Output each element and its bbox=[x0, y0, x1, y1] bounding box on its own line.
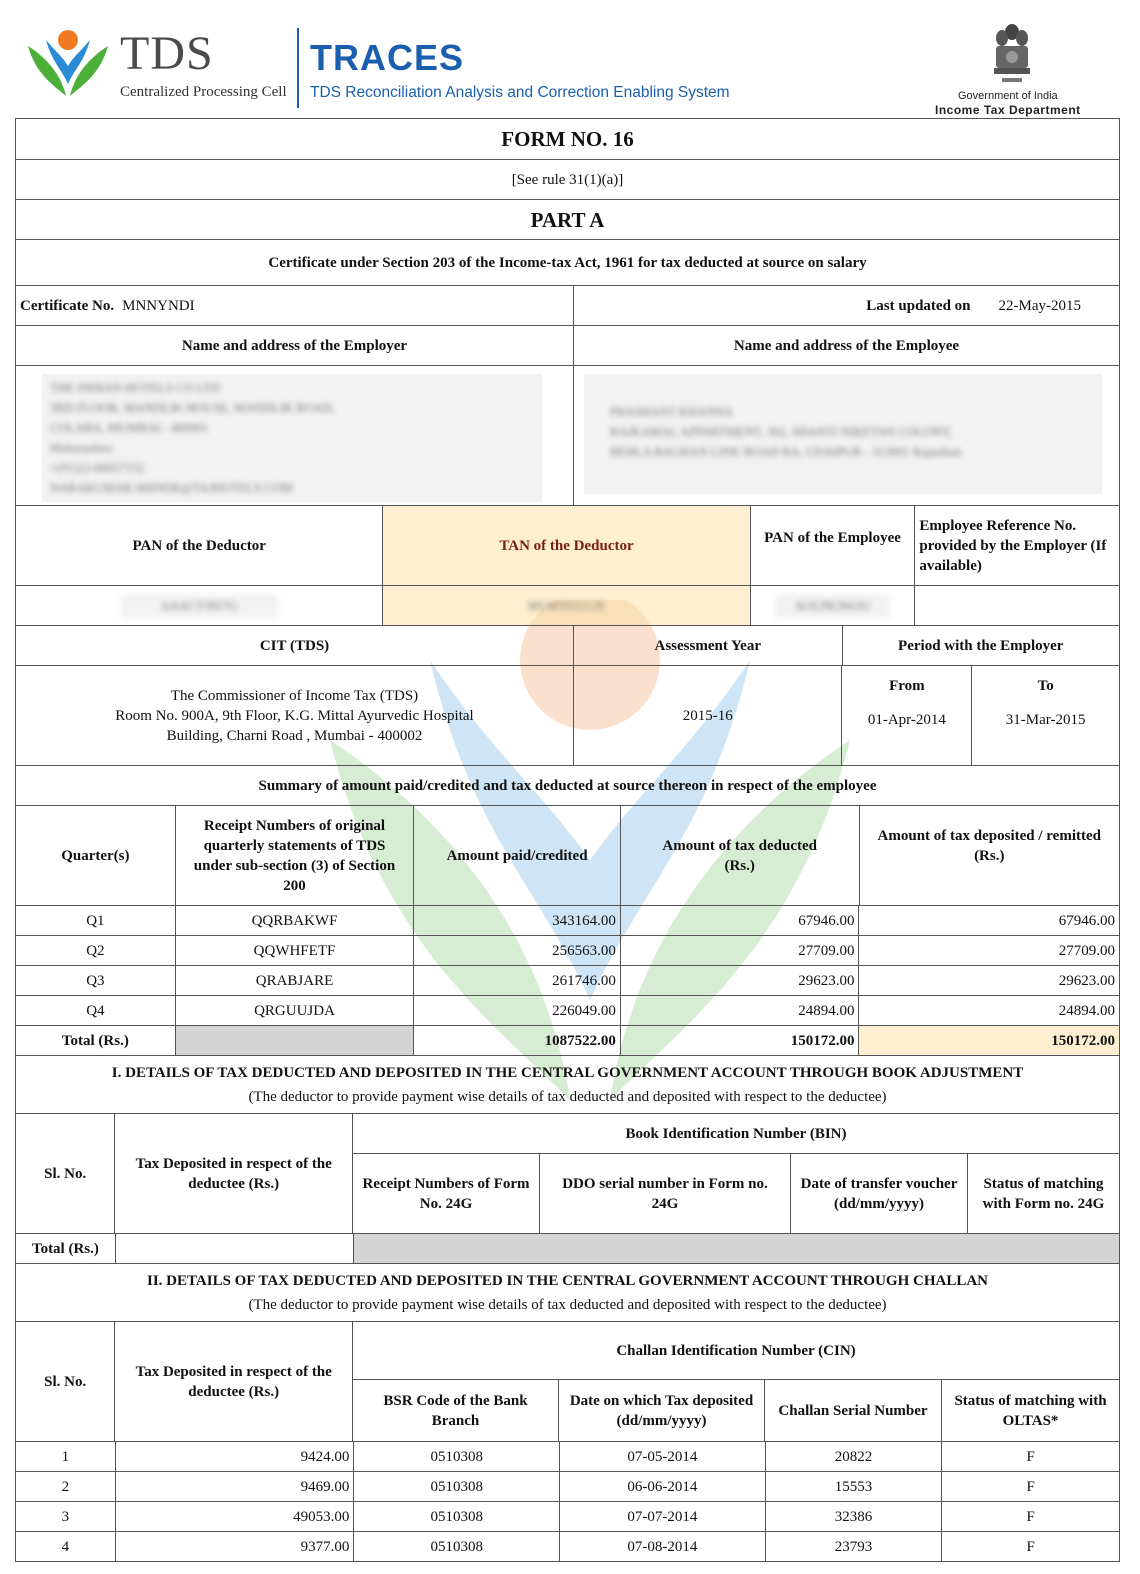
sl-cell: 2 bbox=[16, 1472, 116, 1501]
tan-deductor-label: TAN of the Deductor bbox=[383, 506, 750, 585]
last-updated-cell bbox=[574, 286, 1119, 325]
total-receipt-blank bbox=[176, 1026, 415, 1055]
amount-cell: 343164.00 bbox=[414, 906, 621, 935]
cit-heading-row bbox=[15, 626, 1120, 666]
page-header bbox=[0, 0, 1140, 118]
last-updated-date: 22-May-2015 bbox=[998, 297, 1081, 314]
date-cell: 06-06-2014 bbox=[560, 1472, 766, 1501]
deducted-cell: 29623.00 bbox=[621, 966, 860, 995]
total-deducted: 150172.00 bbox=[621, 1026, 860, 1055]
s1-total-label: Total (Rs.) bbox=[16, 1234, 116, 1263]
period-to bbox=[972, 666, 1119, 765]
pan-deductor-value: AAACT3957G bbox=[121, 594, 278, 618]
section1-heading-cell bbox=[16, 1056, 1119, 1113]
traces-subtitle: TDS Reconciliation Analysis and Correction Enabling System bbox=[310, 84, 730, 101]
date-cell: 07-05-2014 bbox=[560, 1442, 766, 1471]
table-row bbox=[15, 1502, 1120, 1532]
s1-col-receipt: Receipt Numbers of Form No. 24G bbox=[353, 1154, 540, 1233]
quarter-cell: Q1 bbox=[16, 906, 176, 935]
table-row bbox=[15, 996, 1120, 1026]
serial-cell: 15553 bbox=[766, 1472, 943, 1501]
pan-employee-value: AOLPK3663G bbox=[775, 594, 891, 618]
section1-heading: I. DETAILS OF TAX DEDUCTED AND DEPOSITED IN THE CENTRAL GOVERNMENT ACCOUNT THROUGH BOOK ADJUSTMENT bbox=[111, 1064, 1024, 1081]
receipt-cell: QRABJARE bbox=[176, 966, 415, 995]
s1-col-sl: Sl. No. bbox=[16, 1114, 115, 1233]
deposited-cell: 29623.00 bbox=[1058, 972, 1115, 989]
certificate-row bbox=[15, 286, 1120, 326]
col-amount: Amount paid/credited bbox=[414, 806, 621, 905]
section2-heading-row bbox=[15, 1264, 1120, 1322]
employer-address-line: 3RD FLOOR, MANDLIK HOUSE, MANDLIK ROAD, bbox=[50, 401, 335, 415]
traces-title: TRACES bbox=[310, 37, 465, 78]
part-title: PART A bbox=[530, 207, 605, 232]
to-date: 31-Mar-2015 bbox=[1005, 712, 1086, 728]
address-heading-row bbox=[15, 326, 1120, 366]
period-from bbox=[842, 666, 972, 765]
form-title-row bbox=[15, 118, 1120, 160]
tds-title: TDS bbox=[120, 27, 214, 80]
serial-cell: 20822 bbox=[766, 1442, 943, 1471]
employer-address-line: THE INDIAN HOTELS CO LTD bbox=[50, 381, 220, 395]
header-divider bbox=[297, 28, 299, 108]
bin-group bbox=[353, 1114, 1119, 1233]
s1-col-ddo: DDO serial number in Form no. 24G bbox=[540, 1154, 791, 1233]
deposited-cell: 67946.00 bbox=[1058, 912, 1115, 929]
table-row bbox=[15, 906, 1120, 936]
tan-deductor-value-cell bbox=[383, 586, 750, 625]
summary-total-row bbox=[15, 1026, 1120, 1056]
serial-cell: 32386 bbox=[766, 1502, 943, 1531]
part-row bbox=[15, 200, 1120, 240]
assessment-year: 2015-16 bbox=[574, 666, 843, 765]
gov-india-label: Government of India bbox=[958, 90, 1058, 102]
cin-group bbox=[353, 1322, 1119, 1441]
section1-total-row bbox=[15, 1234, 1120, 1264]
certificate-number: MNNYNDI bbox=[122, 297, 195, 314]
s2-col-serial: Challan Serial Number bbox=[765, 1380, 942, 1441]
sl-cell: 3 bbox=[16, 1502, 116, 1531]
section1-heading-row bbox=[15, 1056, 1120, 1114]
tds-subtitle: Centralized Processing Cell bbox=[120, 84, 287, 100]
employee-address-line: PRASHANT KHANNA bbox=[610, 405, 734, 419]
summary-header-row bbox=[15, 806, 1120, 906]
from-date: 01-Apr-2014 bbox=[867, 712, 946, 728]
deposited-cell: 24894.00 bbox=[1058, 1002, 1115, 1019]
sl-cell: 1 bbox=[16, 1442, 116, 1471]
table-row bbox=[15, 1532, 1120, 1562]
form-16 bbox=[15, 118, 1120, 1562]
employer-heading: Name and address of the Employer bbox=[16, 326, 574, 365]
rule-reference: [See rule 31(1)(a)] bbox=[511, 171, 624, 188]
s1-col-tax: Tax Deposited in respect of the deductee (Rs.) bbox=[115, 1114, 353, 1233]
from-label: From bbox=[889, 678, 925, 694]
amount-cell: 226049.00 bbox=[414, 996, 621, 1025]
national-emblem-icon bbox=[990, 20, 1034, 90]
pan-employee-value-cell bbox=[751, 586, 916, 625]
sl-cell: 4 bbox=[16, 1532, 116, 1561]
amount-cell: 261746.00 bbox=[414, 966, 621, 995]
tax-cell: 9469.00 bbox=[116, 1472, 355, 1501]
employer-address bbox=[16, 366, 574, 505]
col-tax-deposited: Amount of tax deposited / remitted (Rs.) bbox=[877, 828, 1101, 864]
date-cell: 07-08-2014 bbox=[560, 1532, 766, 1561]
tan-deductor-value: MUMT03212E bbox=[527, 598, 606, 613]
quarter-cell: Q2 bbox=[16, 936, 176, 965]
employee-address bbox=[574, 366, 1119, 505]
certificate-number-cell bbox=[16, 286, 574, 325]
section2-header-row bbox=[15, 1322, 1120, 1442]
employer-address-line: COLABA, MUMBAI - 400001 bbox=[50, 421, 209, 435]
deducted-cell: 27709.00 bbox=[621, 936, 860, 965]
cit-label: CIT (TDS) bbox=[16, 626, 574, 665]
receipt-cell: QRGUUJDA bbox=[176, 996, 415, 1025]
tax-cell: 9377.00 bbox=[116, 1532, 355, 1561]
s1-col-date: Date of transfer voucher (dd/mm/yyyy) bbox=[791, 1154, 968, 1233]
form-title: FORM NO. 16 bbox=[501, 127, 634, 151]
bsr-cell: 0510308 bbox=[354, 1532, 560, 1561]
income-tax-dept-label: Income Tax Department bbox=[935, 103, 1081, 117]
status-cell: F bbox=[1026, 1478, 1035, 1495]
section1-header-row bbox=[15, 1114, 1120, 1234]
s1-col-status: Status of matching with Form no. 24G bbox=[982, 1175, 1105, 1212]
section2-subheading: (The deductor to provide payment wise details of tax deducted and deposited with respect to the deductee) bbox=[248, 1296, 887, 1313]
summary-heading: Summary of amount paid/credited and tax deducted at source thereon in respect of the employee bbox=[258, 777, 877, 794]
deposited-cell: 27709.00 bbox=[1058, 942, 1115, 959]
assessment-year-label: Assessment Year bbox=[574, 626, 843, 665]
section1-subheading: (The deductor to provide payment wise details of tax deducted and deposited with respect to the deductee) bbox=[248, 1088, 887, 1105]
serial-cell: 23793 bbox=[766, 1532, 943, 1561]
table-row bbox=[15, 1472, 1120, 1502]
s1-total-value bbox=[116, 1234, 355, 1263]
date-cell: 07-07-2014 bbox=[560, 1502, 766, 1531]
cit-value-row bbox=[15, 666, 1120, 766]
col-receipt: Receipt Numbers of original quarterly statements of TDS under sub-section (3) of Section 200 bbox=[176, 806, 415, 905]
bsr-cell: 0510308 bbox=[354, 1502, 560, 1531]
tax-cell: 49053.00 bbox=[116, 1502, 355, 1531]
bin-heading: Book Identification Number (BIN) bbox=[353, 1114, 1119, 1154]
section2-heading-cell bbox=[16, 1264, 1119, 1321]
employer-address-line: Maharashtra bbox=[50, 441, 113, 455]
receipt-cell: QQRBAKWF bbox=[176, 906, 415, 935]
s2-col-status: Status of matching with OLTAS* bbox=[954, 1392, 1107, 1429]
deducted-cell: 67946.00 bbox=[621, 906, 860, 935]
employee-heading: Name and address of the Employee bbox=[733, 337, 960, 354]
s2-col-bsr: BSR Code of the Bank Branch bbox=[353, 1380, 559, 1441]
employee-address-line: RAJKAMAL APPARTMENT, 302, SHANTI NIKETAN COLONY, bbox=[610, 425, 953, 439]
pan-deductor-label: PAN of the Deductor bbox=[16, 506, 383, 585]
period-label: Period with the Employer bbox=[898, 637, 1064, 654]
quarter-cell: Q4 bbox=[16, 996, 176, 1025]
cit-line: Room No. 900A, 9th Floor, K.G. Mittal Ayurvedic Hospital bbox=[115, 707, 474, 724]
total-label: Total (Rs.) bbox=[16, 1026, 176, 1055]
amount-cell: 256563.00 bbox=[414, 936, 621, 965]
tax-cell: 9424.00 bbox=[116, 1442, 355, 1471]
s2-col-tax: Tax Deposited in respect of the deductee (Rs.) bbox=[115, 1322, 353, 1441]
bsr-cell: 0510308 bbox=[354, 1472, 560, 1501]
col-tax-deducted: Amount of tax deducted (Rs.) bbox=[621, 806, 860, 905]
s2-col-date: Date on which Tax deposited (dd/mm/yyyy) bbox=[559, 1380, 765, 1441]
last-updated-label: Last updated on bbox=[866, 297, 971, 314]
section2-heading: II. DETAILS OF TAX DEDUCTED AND DEPOSITED IN THE CENTRAL GOVERNMENT ACCOUNT THROUGH CHALLAN bbox=[147, 1272, 988, 1289]
emp-ref-label: Employee Reference No. provided by the Employer (If available) bbox=[919, 517, 1107, 574]
pan-tan-value-row bbox=[15, 586, 1120, 626]
certificate-label: Certificate No. bbox=[20, 297, 115, 314]
employee-address-line: BEHLA BAGHAN LINK ROAD RA, UDAIPUR - 313001 Rajasthan bbox=[610, 445, 962, 459]
address-row bbox=[15, 366, 1120, 506]
emp-ref-value bbox=[915, 586, 1119, 625]
pan-deductor-value-cell bbox=[16, 586, 383, 625]
total-deposited: 150172.00 bbox=[859, 1026, 1119, 1055]
status-cell: F bbox=[1026, 1538, 1035, 1555]
cit-line: The Commissioner of Income Tax (TDS) bbox=[170, 687, 419, 704]
s1-total-blank bbox=[354, 1234, 1119, 1263]
status-cell: F bbox=[1026, 1508, 1035, 1525]
to-label: To bbox=[1037, 678, 1054, 694]
summary-heading-row bbox=[15, 766, 1120, 806]
cit-line: Building, Charni Road , Mumbai - 400002 bbox=[166, 727, 423, 744]
bsr-cell: 0510308 bbox=[354, 1442, 560, 1471]
rule-row bbox=[15, 160, 1120, 200]
table-row bbox=[15, 1442, 1120, 1472]
certificate-heading: Certificate under Section 203 of the Income-tax Act, 1961 for tax deducted at source on salary bbox=[268, 254, 867, 271]
cin-heading: Challan Identification Number (CIN) bbox=[353, 1322, 1119, 1380]
quarter-cell: Q3 bbox=[16, 966, 176, 995]
pan-tan-heading-row bbox=[15, 506, 1120, 586]
tds-logo-icon bbox=[22, 26, 114, 102]
deducted-cell: 24894.00 bbox=[621, 996, 860, 1025]
s2-col-sl: Sl. No. bbox=[16, 1322, 115, 1441]
total-amount: 1087522.00 bbox=[414, 1026, 621, 1055]
employer-address-line: +(91)22-66657152 bbox=[50, 461, 145, 475]
pan-employee-label: PAN of the Employee bbox=[751, 506, 916, 585]
employer-address-line: NARAKUMAR.SHINDE@TAJHOTELS.COM bbox=[50, 481, 293, 495]
table-row bbox=[15, 936, 1120, 966]
cit-address bbox=[16, 666, 574, 765]
col-quarter: Quarter(s) bbox=[16, 806, 176, 905]
table-row bbox=[15, 966, 1120, 996]
receipt-cell: QQWHFETF bbox=[176, 936, 415, 965]
status-cell: F bbox=[1026, 1448, 1035, 1465]
certificate-heading-row bbox=[15, 240, 1120, 286]
